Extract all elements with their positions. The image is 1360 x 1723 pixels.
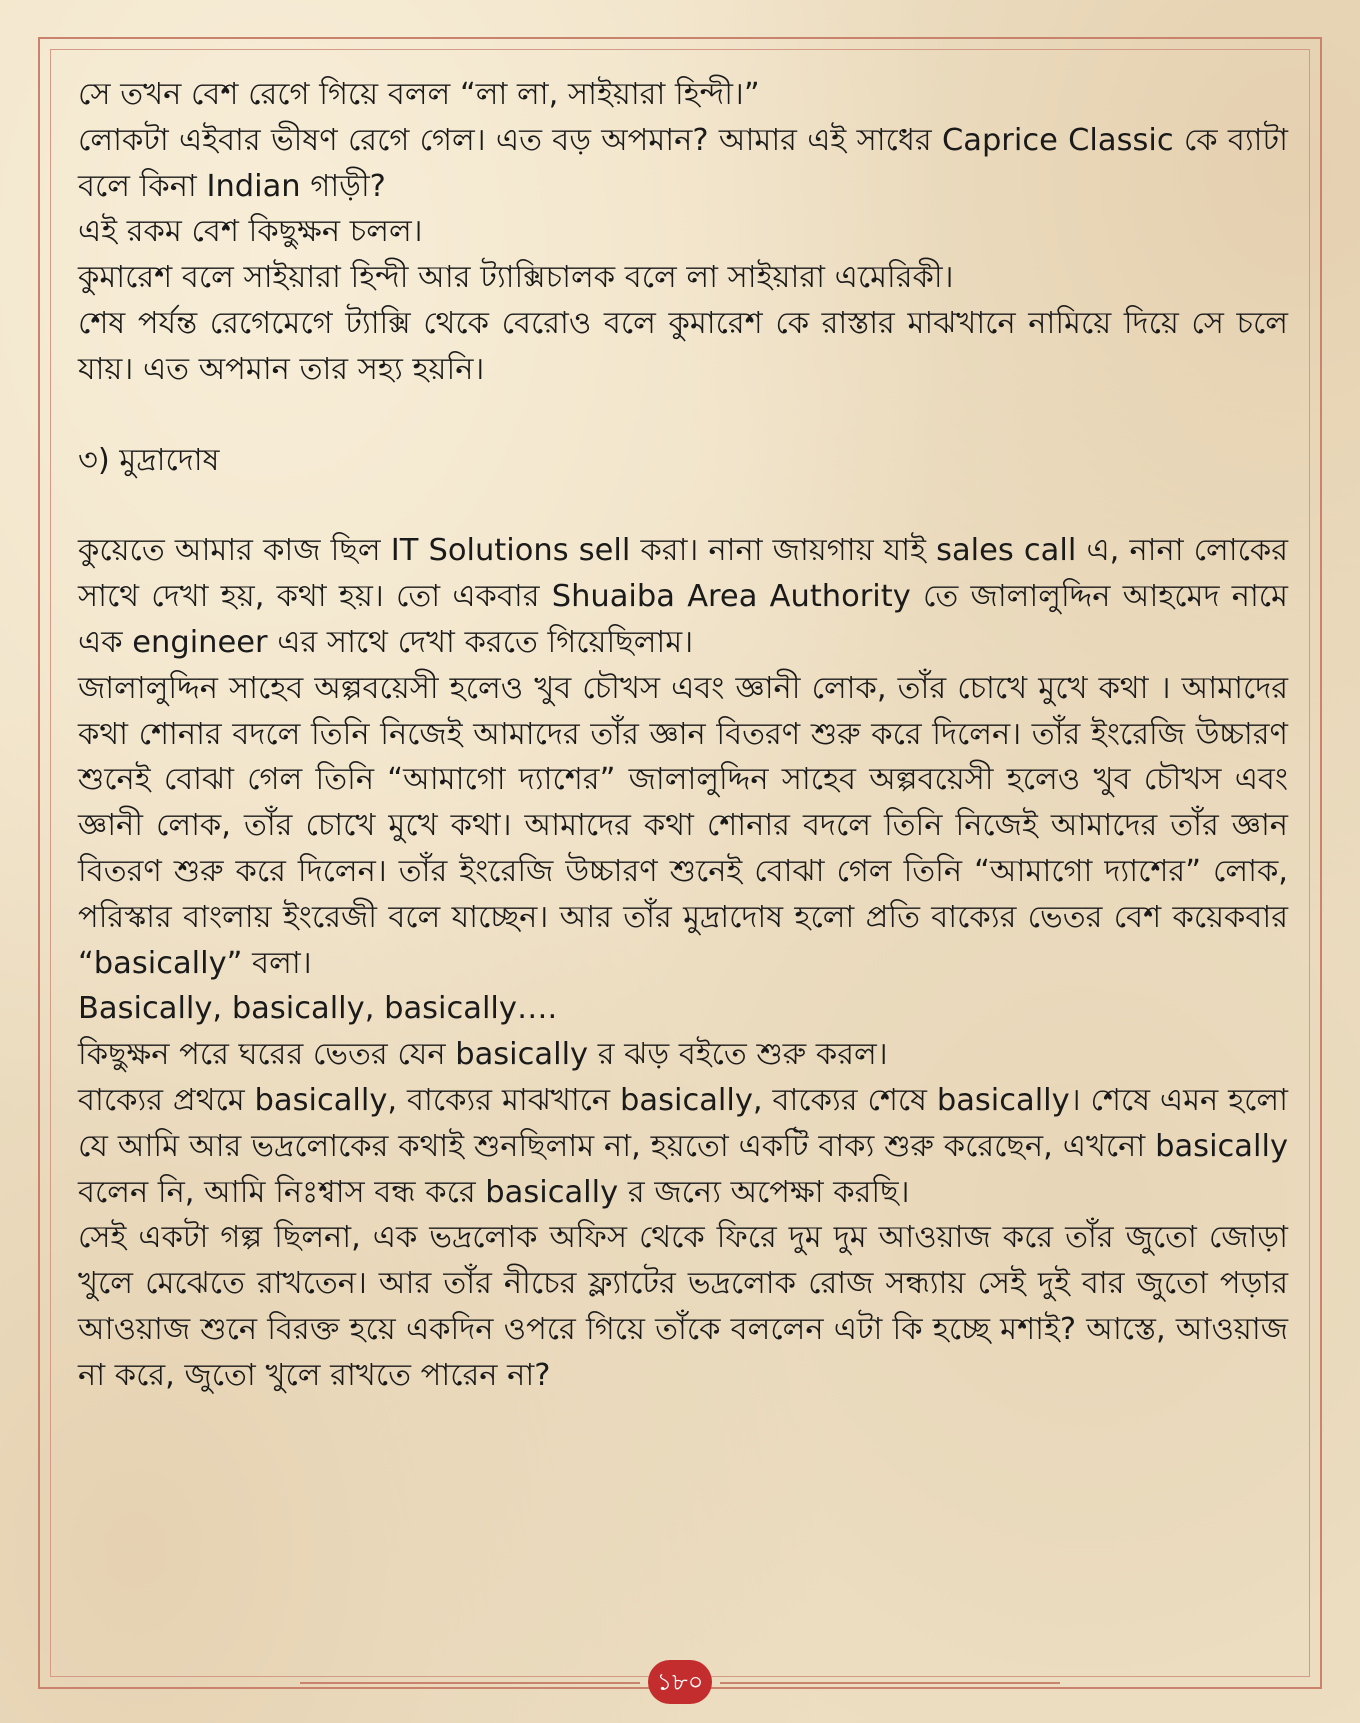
paragraph-2: লোকটা এইবার ভীষণ রেগে গেল। এত বড় অপমান? আমার এই সাধের Caprice Classic কে ব্যাটা বলে কিনা Indian গাড়ী? bbox=[78, 122, 1288, 204]
paragraph-6: কুয়েতে আমার কাজ ছিল IT Solutions sell করা। নানা জায়গায় যাই sales call এ, নানা লোকের সাথে দেখা হয়, কথা হয়। তো একবার Shuaiba Area Authority তে জালালুদ্দিন আহমেদ নামে এক engineer এর সাথে দেখা করতে গিয়েছিলাম। bbox=[78, 533, 1288, 660]
footer-rule-left bbox=[300, 1682, 640, 1684]
paragraph-9: কিছুক্ষন পরে ঘরের ভেতর যেন basically র ঝড় বইতে শুরু করল। bbox=[78, 1037, 888, 1073]
paragraph-8: Basically, basically, basically…. bbox=[78, 991, 558, 1027]
paragraph-11: সেই একটা গল্প ছিলনা, এক ভদ্রলোক অফিস থেকে ফিরে দুম দুম আওয়াজ করে তাঁর জুতো জোড়া খুলে মেঝেতে রাখতেন। আর তাঁর নীচের ফ্ল্যাটের ভদ্রলোক রোজ সন্ধ্যায় সেই দুই বার জুতো পড়ার আওয়াজ শুনে বিরক্ত হয়ে একদিন ওপরে গিয়ে তাঁকে বললেন এটা কি হচ্ছে মশাই? আস্তে, আওয়াজ না করে, জুতো খুলে রাখতে পারেন না? bbox=[78, 1220, 1288, 1393]
paragraph-3: এই রকম বেশ কিছুক্ষন চলল। bbox=[78, 214, 423, 250]
footer-rule-right bbox=[720, 1682, 1060, 1684]
page-number-badge: ১৮০ bbox=[648, 1660, 712, 1704]
paragraph-1: সে তখন বেশ রেগে গিয়ে বলল “লা লা, সাইয়ারা হিন্দী।” bbox=[78, 77, 760, 112]
page-body bbox=[78, 72, 1288, 1399]
page-footer bbox=[0, 1660, 1360, 1706]
paragraph-4: কুমারেশ বলে সাইয়ারা হিন্দী আর ট্যাক্সিচালক বলে লা সাইয়ারা এমেরিকী। bbox=[78, 260, 954, 296]
paragraph-5: শেষ পর্যন্ত রেগেমেগে ট্যাক্সি থেকে বেরোও বলে কুমারেশ কে রাস্তার মাঝখানে নামিয়ে দিয়ে সে চলে যায়। এত অপমান তার সহ্য হয়নি। bbox=[78, 305, 1288, 387]
section-heading: ৩) মুদ্রাদোষ bbox=[78, 442, 220, 478]
paragraph-10: বাক্যের প্রথমে basically, বাক্যের মাঝখানে basically, বাক্যের শেষে basically। শেষে এমন হলো যে আমি আর ভদ্রলোকের কথাই শুনছিলাম না, হয়তো একটি বাক্য শুরু করেছেন, এখনো basically বলেন নি, আমি নিঃশ্বাস বন্ধ করে basically র জন্যে অপেক্ষা করছি। bbox=[78, 1082, 1288, 1210]
paragraph-7: জালালুদ্দিন সাহেব অল্পবয়েসী হলেও খুব চৌখস এবং জ্ঞানী লোক, তাঁর চোখে মুখে কথা । আমাদের কথা শোনার বদলে তিনি নিজেই আমাদের তাঁর জ্ঞান বিতরণ শুরু করে দিলেন। তাঁর ইংরেজি উচ্চারণ শুনেই বোঝা গেল তিনি “আমাগো দ্যাশের” জালালুদ্দিন সাহেব অল্পবয়েসী হলেও খুব চৌখস এবং জ্ঞানী লোক, তাঁর চোখে মুখে কথা। আমাদের কথা শোনার বদলে তিনি নিজেই আমাদের তাঁর জ্ঞান বিতরণ শুরু করে দিলেন। তাঁর ইংরেজি উচ্চারণ শুনেই বোঝা গেল তিনি “আমাগো দ্যাশের” লোক, পরিস্কার বাংলায় ইংরেজী বলে যাচ্ছেন। আর তাঁর মুদ্রাদোষ হলো প্রতি বাক্যের ভেতর বেশ কয়েকবার “basically” বলা। bbox=[78, 670, 1288, 981]
